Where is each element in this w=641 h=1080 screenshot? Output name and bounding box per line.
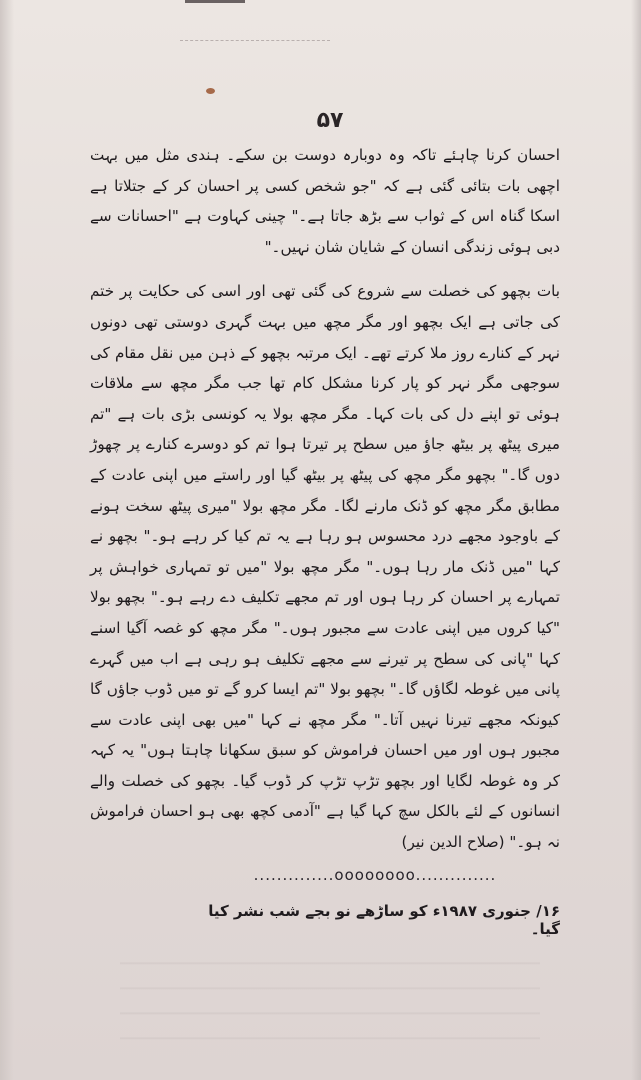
paragraph-1: احسان کرنا چاہئے تاکہ وہ دوبارہ دوست بن سکے۔ ہندی مثل میں بہت اچھی بات بتائی گئی ہے کہ "جو شخص کسی پر احسان کر کے جتلاتا ہے اسکا گناہ اس کے ثواب سے بڑھ جاتا ہے۔" چینی کہاوت ہے "احسانات سے دبی ہوئی زندگی انسان کے شایان شان نہیں۔" [90, 146, 560, 256]
ink-spot [206, 88, 215, 94]
reverse-side-bleed [120, 940, 540, 1060]
faint-top-rule [180, 40, 330, 42]
top-edge-mark [185, 0, 245, 3]
page-body [90, 140, 560, 858]
broadcast-date-note: ۱۶/ جنوری ۱۹۸۷ء کو ساڑھے نو بجے شب نشر کیا گیا۔ [208, 902, 560, 938]
page-left-shadow [0, 0, 14, 1080]
paragraph-2: بات بچھو کی خصلت سے شروع کی گئی تھی اور اسی کی حکایت پر ختم کی جاتی ہے ایک بچھو اور مگر مچھ میں بہت گہری دوستی تھی دونوں نہر کے کنارے روز ملا کرتے تھے۔ ایک مرتبہ بچھو کے ذہن میں نقل مقام کی سوجھی مگر نہر کو پار کرنا مشکل کام تھا جب مگر مچھ سے ملاقات ہوئی تو اپنے دل کی بات کہا۔ مگر مچھ بولا یہ کونسی بڑی بات ہے "تم میری پیٹھ پر بیٹھ جاؤ میں سطح پر تیرتا ہوا تم کو دوسرے کنارے پر چھوڑ دوں گا۔" بچھو مگر مچھ کی پیٹھ پر بیٹھ گیا اور راستے میں اپنی عادت کے مطابق مگر مچھ کو ڈنک مارنے لگا۔ مگر مچھ بولا "میری پیٹھ سخت ہونے کے باوجود مجھے درد محسوس ہو رہا ہے یہ تم کیا کر رہے ہو۔" بچھو نے کہا "میں ڈنک مار رہا ہوں۔" مگر مچھ بولا "میں تو تمہاری خواہش پر تمہارے پر احسان کر رہا ہوں اور تم مجھے تکلیف دے رہے ہو۔" بچھو بولا "کیا کروں میں اپنی عادت سے مجبور ہوں۔" مگر مچھ کو غصہ آگیا اسنے کہا "پانی کی سطح پر تیرنے سے مجھے تکلیف ہو رہی ہے اب میں گہرے پانی میں غوطہ لگاؤں گا۔" بچھو بولا "تم ایسا کرو گے تو میں ڈوب جاؤں گا کیونکہ مجھے تیرنا نہیں آتا۔" مگر مچھ نے کہا "میں بھی اپنی عادت سے مجبور ہوں اور میں احسان فراموش کو سبق سکھانا چاہتا ہوں" یہ کہہ کر وہ غوطہ لگایا اور بچھو تڑپ تڑپ کر ڈوب گیا۔ بچھو کی خصلت والے انسانوں کے لئے بالکل سچ کہا گیا ہے "آدمی کچھ بھی ہو احسان فراموش نہ ہو۔" (صلاح الدین نیر) [90, 282, 560, 852]
page-right-shadow [631, 0, 641, 1080]
section-separator: ..............oooooooo.............. [253, 866, 497, 884]
page-number: ۵۷ [316, 108, 344, 133]
